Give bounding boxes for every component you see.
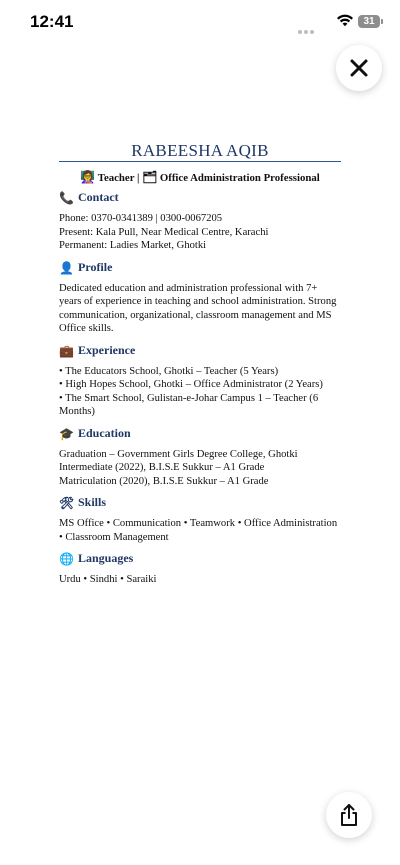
resume-document <box>59 141 341 587</box>
tools-icon: 🛠 <box>59 496 75 510</box>
skills-title-label: Skills <box>78 495 107 510</box>
status-time: 12:41 <box>30 12 74 31</box>
contact-phone: Phone: 0370-0341389 | 0300-0067205 <box>59 213 223 224</box>
section-education-title <box>59 427 341 441</box>
briefcase-icon: 💼 <box>59 343 74 358</box>
phone-icon: 📞 <box>59 191 74 205</box>
close-button[interactable] <box>336 45 382 91</box>
person-icon: 👤 <box>59 260 74 275</box>
close-icon <box>349 58 369 78</box>
languages-title-label: Languages <box>78 551 134 566</box>
languages-text: Urdu • Sindhi • Saraiki <box>59 574 157 585</box>
section-contact-title <box>59 191 341 205</box>
profile-text: Dedicated education and administration professional with 7+ years of experience in teaching and school administration. Strong communication, organizational, classroom management and MS Office skills. <box>59 282 337 334</box>
languages-details <box>59 573 341 587</box>
wifi-icon <box>336 13 354 27</box>
contact-title-label: Contact <box>78 190 119 205</box>
contact-details <box>59 212 341 253</box>
experience-item: • High Hopes School, Ghotki – Office Administrator (2 Years) <box>59 379 323 390</box>
experience-title-label: Experience <box>78 342 136 357</box>
skills-text: MS Office • Communication • Teamwork • Office Administration • Classroom Management <box>59 518 338 543</box>
tagline-role-office: Office Administration Professional <box>159 171 320 184</box>
tagline-separator: | <box>137 171 140 184</box>
contact-present-address: Present: Kala Pull, Near Medical Centre, Karachi <box>59 226 269 238</box>
section-skills-title <box>59 496 341 510</box>
profile-details <box>59 282 341 336</box>
battery-indicator: 31 <box>358 15 380 28</box>
skills-details <box>59 517 341 544</box>
education-title-label: Education <box>78 425 131 440</box>
dynamic-island-dots <box>298 21 318 27</box>
tagline-role-teacher: Teacher <box>97 171 135 184</box>
office-folder-icon: 🗂 <box>142 169 158 184</box>
section-languages-title <box>59 552 341 566</box>
graduation-cap-icon: 🎓 <box>59 426 74 441</box>
share-button[interactable] <box>326 792 372 838</box>
section-experience-title <box>59 344 341 358</box>
education-item: Intermediate (2022), B.I.S.E Sukkur – A1 Grade <box>59 462 265 473</box>
experience-item: • The Smart School, Gulistan-e-Johar Campus 1 – Teacher (6 Months) <box>59 392 319 417</box>
profile-title-label: Profile <box>78 259 113 274</box>
experience-item: • The Educators School, Ghotki – Teacher (5 Years) <box>59 365 279 377</box>
status-bar <box>0 0 400 44</box>
resume-name: RABEESHA AQIB <box>59 144 341 162</box>
resume-tagline <box>59 170 341 186</box>
section-profile-title <box>59 261 341 275</box>
education-item: Graduation – Government Girls Degree College, Ghotki <box>59 448 298 460</box>
education-item: Matriculation (2020), B.I.S.E Sukkur – A1 Grade <box>59 475 269 487</box>
experience-list <box>59 365 341 419</box>
teacher-icon: 👩‍🏫 <box>80 169 96 184</box>
education-list <box>59 448 341 489</box>
globe-icon: 🌐 <box>59 552 74 566</box>
share-icon <box>338 803 360 827</box>
contact-permanent-address: Permanent: Ladies Market, Ghotki <box>59 240 207 251</box>
